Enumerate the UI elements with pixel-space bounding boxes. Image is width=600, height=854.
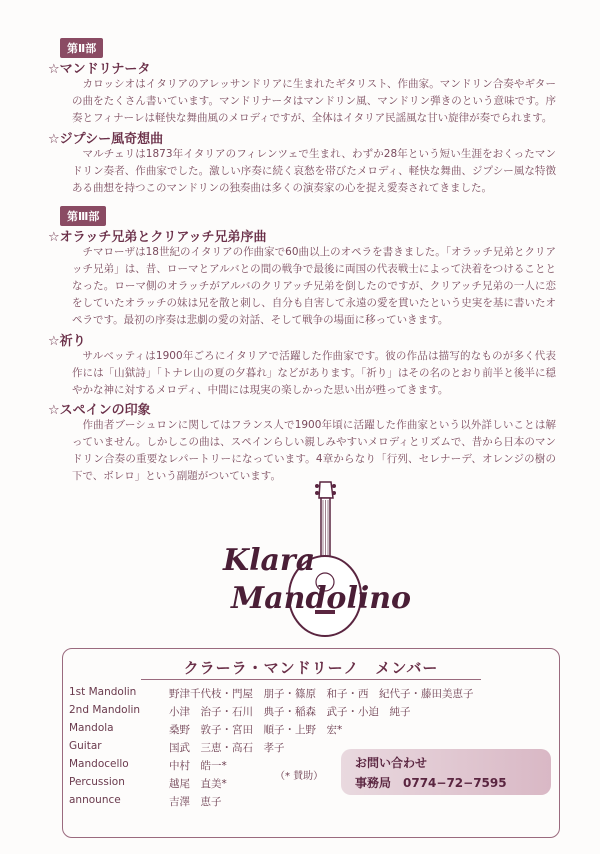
piece-desc-gypsy-capriccio: マルチェリは1873年イタリアのフィレンツェで生まれ、わずか28年という短い生涯をおくったマンドリン奏者、作曲家でした。激しい序奏に続く哀愁を帯びたメロディ、軽快な舞曲、ジプシー風な特徴ある曲想を持つこのマンドリンの独奏曲は多くの演奏家の心を捉え愛奏されてきました。 [72, 148, 556, 194]
member-part: Mandola [69, 722, 114, 734]
member-list-title: クラーラ・マンドリーノ メンバー [183, 659, 439, 677]
member-names: 越尾 直美* [169, 778, 227, 790]
piece-title-spanish-impressions: ☆スペインの印象 [48, 403, 151, 418]
member-part: Percussion [69, 776, 125, 788]
title-divider [141, 679, 481, 680]
member-names: 小津 治子・石川 典子・稲森 武子・小迫 純子 [169, 706, 411, 718]
piece-title-horatii-overture: ☆オラッチ兄弟とクリアッチ兄弟序曲 [48, 230, 267, 245]
member-part: Guitar [69, 740, 102, 752]
part-2-label: 第Ⅱ部 [60, 38, 103, 58]
piece-title-mandolinata: ☆マンドリナータ [48, 62, 151, 77]
part-3-label: 第Ⅲ部 [60, 206, 106, 226]
contact-box [341, 749, 551, 795]
logo-word-klara: Klara [223, 543, 316, 578]
member-part: 1st Mandolin [69, 686, 137, 698]
member-part: 2nd Mandolin [69, 704, 141, 716]
piece-desc-horatii-overture: チマローザは18世紀のイタリアの作曲家で60曲以上のオペラを書きました。「オラッチ兄弟とクリアッチ兄弟」は、昔、ローマとアルバとの間の戦争で最後に両国の代表戦士によって決着をつけることとなった。ローマ側のオラッチがアルバのクリアッチ兄弟を倒したのですが、クリアッチ兄弟の一人に恋をしていたオラッチの妹は兄を散と刺し、自分も自害して永遠の愛を貫いたという史実を基に書いたオペラです。最初の序奏は悲劇の愛の対話、そして戦争の場面に移っていきます。 [72, 246, 556, 326]
klara-mandolino-logo [215, 478, 412, 638]
member-names: 国武 三恵・高石 孝子 [169, 742, 285, 754]
member-names: 野津千代枝・門屋 朋子・篠原 和子・西 紀代子・藤田美恵子 [169, 688, 474, 700]
piece-title-gypsy-capriccio: ☆ジプシー風奇想曲 [48, 132, 164, 147]
member-list-box [62, 648, 560, 838]
piece-desc-mandolinata: カロッシオはイタリアのアレッサンドリアに生まれたギタリスト、作曲家。マンドリン合奏やギターの曲をたくさん書いています。マンドリナータはマンドリン風、マンドリン弾きのという意味です。序奏とフィナーレは軽快な舞曲風のメロディですが、全体はイタリア民謡風な甘い旋律が奏でられます。 [72, 78, 556, 124]
piece-title-prayer: ☆祈り [48, 334, 86, 349]
piece-desc-spanish-impressions: 作曲者ブーシュロンに関してはフランス人で1900年頃に活躍した作曲家という以外詳しいことは解っていません。しかしこの曲は、スペインらしい親しみやすいメロディとリズムで、昔から日本のマンドリン合奏の重要なレパートリーになっています。4章からなり「行列、セレナーデ、オレンジの樹の下で、ボレロ」という副題がついています。 [72, 419, 556, 482]
contact-title: お問い合わせ [355, 756, 428, 770]
member-part: Mandocello [69, 758, 129, 770]
contact-phone: 事務局 0774−72−7595 [355, 776, 507, 790]
member-part: announce [69, 794, 121, 806]
supporting-member-note: （* 賛助） [275, 771, 324, 782]
member-names: 中村 皓一* [169, 760, 227, 772]
logo-word-mandolino: Mandolino [231, 581, 412, 616]
member-names: 桑野 敦子・宮田 順子・上野 宏* [169, 724, 343, 736]
member-names: 吉澤 恵子 [169, 796, 222, 808]
piece-desc-prayer: サルベッティは1900年ごろにイタリアで活躍した作曲家です。彼の作品は描写的なものが多く代表作には「山獄詩」「トナレ山の夏の夕暮れ」などがあります。「祈り」はその名のとおり前半と後半に穏やかな神に対するメロディ、中間には現実の楽しかった思い出が甦ってきます。 [72, 350, 556, 396]
